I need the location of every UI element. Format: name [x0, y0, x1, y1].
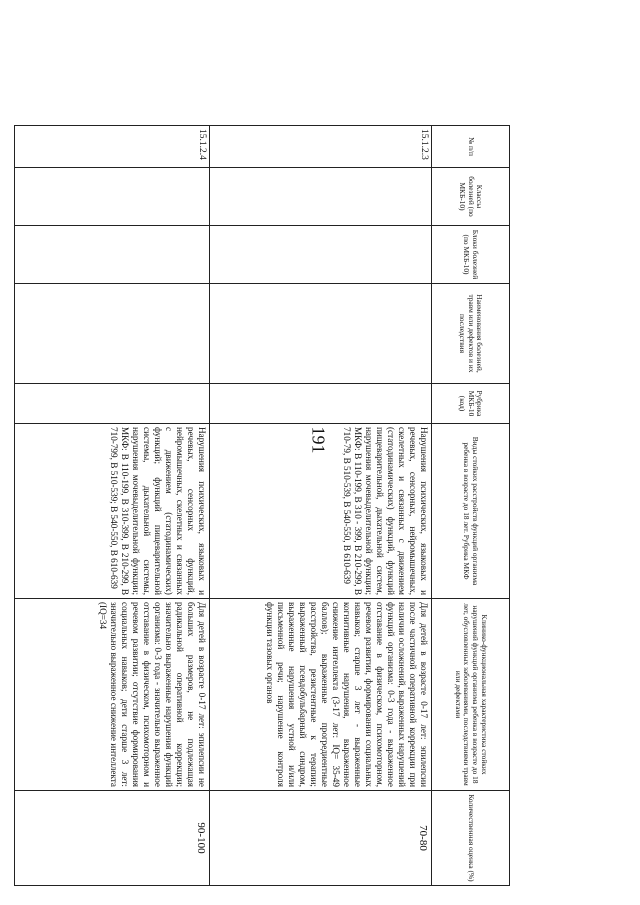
row-classes: [210, 168, 432, 226]
row-rubric: [15, 384, 210, 424]
row-blocks: [210, 226, 432, 284]
row-functions: Нарушения психических, языковых и речевых, сенсорных, нейромышечных, скелетных и связанных с движением (статодинамических) функций, функций пищеварительной, дыхательной систем, нарушения мочевыделительной функции; МКФ: В 110-199, В 310 - 399, В 210-299, В 710-79, В 510-539, В 540-550, В 610-639: [210, 424, 432, 599]
header-names: Наименования болезней, травм или дефектов и их последствия: [432, 284, 510, 384]
row-blocks: [15, 226, 210, 284]
header-blocks: Блоки болезней (по МКБ-10): [432, 226, 510, 284]
row-percent: 70-80: [210, 791, 432, 886]
row-num: 15.1.2.3: [210, 126, 432, 168]
row-names: [15, 284, 210, 384]
header-rubric: Рубрика МКБ-10 (код): [432, 384, 510, 424]
table-row: [15, 126, 210, 886]
row-num: 15.1.2.4: [15, 126, 210, 168]
header-num: № п/п: [432, 126, 510, 168]
row-rubric: [210, 384, 432, 424]
page-number: 191: [308, 426, 329, 454]
header-clinical: Клинико-функциональная характеристика стойких нарушений функций организма ребенка в возрасте до 18 лет, обусловленных заболеваниями, последствиями травм или дефектами: [432, 599, 510, 791]
classification-table: [14, 125, 510, 886]
table-row: [210, 126, 432, 886]
header-percent: Количественная оценка (%): [432, 791, 510, 886]
row-clinical: Для детей в возрасте 0-17 лет: эпилепсии после частичной оперативной коррекции при наличии осложнений, выраженных нарушений функций организма: 0-3 года - выраженное отставание в физическом, психомоторном, речевом развитии, формировании социальных навыков; старше 3 лет - выраженные когнитивные нарушения, выраженное снижение интеллекта (3-17 лет: IQ= 35-49 баллов); выраженные прогредиентные расстройства, резистентные к терапии; выраженный псевдобульбарный синдром, выраженные нарушения устной и/или письменной речи; нарушение контроля функции тазовых органов: [210, 599, 432, 791]
row-clinical: Для детей в возрасте 0-17 лет: эпилепсии не больших размеров, не подлежащая радикальной оперативной коррекции; значительно выраженные нарушения функций организма: 0-3 года - значительно выраженное отставание в физическом, психомоторном и речевом развитии; отсутствие формирования социальных навыков; дети старше 3 лет: значительно выраженное снижение интеллекта (IQ=34: [15, 599, 210, 791]
row-names: [210, 284, 432, 384]
row-percent: 90-100: [15, 791, 210, 886]
row-functions: Нарушения психических, языковых и речевых, сенсорных функций, нейромышечных, скелетных и связанных с движением (статодинамических) функций; функций пищеварительной системы, дыхательной системы, нарушения мочевыделительной функции; МКФ: В 110-199, В 310-399, В 210-299, В 710-799, В 510-539; В 540-550, В 610-639: [15, 424, 210, 599]
row-classes: [15, 168, 210, 226]
header-functions: Виды стойких расстройств функций организма ребенка в возрасте до 18 лет. Рубрика МКФ: [432, 424, 510, 599]
header-row: [432, 126, 510, 886]
header-classes: Классы болезней (по МКБ-10): [432, 168, 510, 226]
rotated-table-frame: [15, 125, 510, 885]
